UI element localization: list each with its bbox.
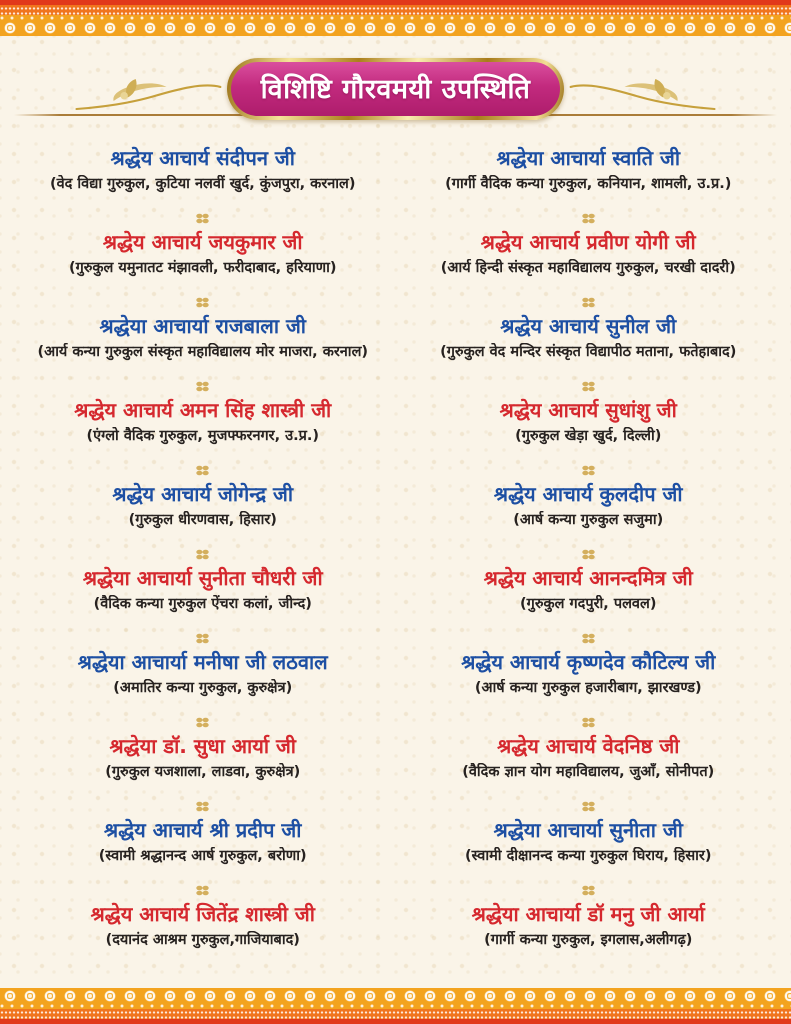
flower-separator-icon: [402, 380, 776, 393]
guest-name: श्रद्धेय आचार्य जयकुमार जी: [102, 230, 303, 254]
guest-name: श्रद्धेय आचार्य जितेंद्र शास्त्री जी: [90, 902, 315, 926]
guest-entry: [16, 900, 390, 984]
flower-separator-icon: [402, 548, 776, 561]
guest-list: [0, 128, 791, 988]
guest-institution: (वैदिक ज्ञान योग महाविद्यालय, जुआँ, सोनीपत): [462, 764, 715, 780]
guest-entry: [402, 144, 776, 228]
border-lace-pattern: [0, 15, 791, 36]
guest-institution: (गुरुकुल यमुनातट मंझावली, फरीदाबाद, हरियाणा): [68, 260, 337, 276]
top-border: [0, 0, 791, 36]
border-orange-dotted-strip: [0, 5, 791, 15]
guest-name: श्रद्धेय आचार्य सुधांशु जी: [499, 398, 677, 422]
guest-institution: (गुरुकुल वेद मन्दिर संस्कृत विद्यापीठ मताना, फतेहाबाद): [440, 344, 737, 360]
guest-name: श्रद्धेय आचार्य कृष्णदेव कौटिल्य जी: [461, 650, 716, 674]
guest-name: श्रद्धेया डॉ. सुधा आर्या जी: [109, 734, 296, 758]
flower-separator-icon: [402, 296, 776, 309]
flower-separator-icon: [402, 716, 776, 729]
guest-institution: (गुरुकुल खेड़ा खुर्द, दिल्ली): [515, 428, 662, 444]
guest-entry: [16, 564, 390, 648]
guest-name: श्रद्धेय आचार्य आनन्दमित्र जी: [483, 566, 693, 590]
guest-institution: (दयानंद आश्रम गुरुकुल,गाजियाबाद): [105, 932, 300, 948]
flower-separator-icon: [16, 884, 390, 897]
guest-institution: (आर्य कन्या गुरुकुल संस्कृत महाविद्यालय मोर माजरा, करनाल): [37, 344, 369, 360]
guest-institution: (गार्गी वैदिक कन्या गुरुकुल, कनियान, शामली, उ.प्र.): [445, 176, 732, 192]
guest-entry: [402, 564, 776, 648]
guest-name: श्रद्धेय आचार्य जोगेन्द्र जी: [112, 482, 294, 506]
guest-institution: (आर्य हिन्दी संस्कृत महाविद्यालय गुरुकुल, चरखी दादरी): [440, 260, 736, 276]
guest-institution: (गुरुकुल धीरणवास, हिसार): [128, 512, 277, 528]
flower-separator-icon: [16, 716, 390, 729]
guest-name: श्रद्धेया आचार्या डॉ मनु जी आर्या: [471, 902, 705, 926]
header: [0, 50, 791, 128]
guest-entry: [16, 228, 390, 312]
guest-entry: [402, 900, 776, 984]
flourish-left-icon: [73, 72, 223, 116]
guest-entry: [402, 732, 776, 816]
guest-name: श्रद्धेय आचार्य प्रवीण योगी जी: [480, 230, 696, 254]
guest-institution: (वैदिक कन्या गुरुकुल ऐंचरा कलां, जीन्द): [93, 596, 312, 612]
flower-separator-icon: [402, 632, 776, 645]
guest-entry: [16, 312, 390, 396]
title-badge: [227, 58, 565, 120]
guest-name: श्रद्धेया आचार्या सुनीता जी: [493, 818, 683, 842]
guest-institution: (स्वामी दीक्षानन्द कन्या गुरुकुल घिराय, हिसार): [465, 848, 712, 864]
guest-entry: [16, 648, 390, 732]
flower-separator-icon: [402, 212, 776, 225]
border-red-strip: [0, 1019, 791, 1024]
guest-institution: (वेद विद्या गुरुकुल, कुटिया नलवीं खुर्द, कुंजपुरा, करनाल): [49, 176, 356, 192]
guest-name: श्रद्धेय आचार्य सुनील जी: [500, 314, 677, 338]
border-lace-pattern: [0, 988, 791, 1009]
flower-separator-icon: [16, 380, 390, 393]
flower-separator-icon: [402, 800, 776, 813]
guest-institution: (गार्गी कन्या गुरुकुल, इगलास,अलीगढ़): [484, 932, 693, 948]
guest-entry: [402, 816, 776, 900]
flower-separator-icon: [402, 884, 776, 897]
guest-institution: (एंग्लो वैदिक गुरुकुल, मुजफ्फरनगर, उ.प्र.): [86, 428, 319, 444]
flower-separator-icon: [16, 212, 390, 225]
guest-name: श्रद्धेय आचार्य कुलदीप जी: [493, 482, 683, 506]
guest-name: श्रद्धेय आचार्य अमन सिंह शास्त्री जी: [74, 398, 332, 422]
guest-entry: [402, 312, 776, 396]
guest-name: श्रद्धेय आचार्य संदीपन जी: [110, 146, 295, 170]
guest-entry: [16, 144, 390, 228]
guest-name: श्रद्धेया आचार्या सुनीता चौधरी जी: [82, 566, 323, 590]
bottom-border: [0, 988, 791, 1024]
guest-institution: (गुरुकुल गदपुरी, पलवल): [520, 596, 657, 612]
flower-separator-icon: [16, 632, 390, 645]
flower-separator-icon: [402, 464, 776, 477]
guest-institution: (स्वामी श्रद्धानन्द आर्ष गुरुकुल, बरोणा): [98, 848, 307, 864]
guest-entry: [16, 480, 390, 564]
guest-name: श्रद्धेया आचार्या स्वाति जी: [496, 146, 681, 170]
guest-entry: [402, 480, 776, 564]
guest-institution: (आर्ष कन्या गुरुकुल हजारीबाग, झारखण्ड): [474, 680, 702, 696]
guest-name: श्रद्धेय आचार्य श्री प्रदीप जी: [104, 818, 302, 842]
guest-entry: [16, 732, 390, 816]
guest-column: [402, 144, 776, 988]
flower-separator-icon: [16, 464, 390, 477]
guest-entry: [402, 648, 776, 732]
border-orange-dotted-strip: [0, 1009, 791, 1019]
guest-name: श्रद्धेय आचार्य वेदनिष्ठ जी: [497, 734, 680, 758]
guest-entry: [16, 396, 390, 480]
guest-institution: (अमातिर कन्या गुरुकुल, कुरुक्षेत्र): [113, 680, 293, 696]
guest-name: श्रद्धेया आचार्या मनीषा जी लठवाल: [77, 650, 328, 674]
guest-entry: [16, 816, 390, 900]
flourish-right-icon: [568, 72, 718, 116]
guest-institution: (आर्ष कन्या गुरुकुल सजुमा): [513, 512, 664, 528]
guest-institution: (गुरुकुल यजशाला, लाडवा, कुरुक्षेत्र): [105, 764, 301, 780]
guest-entry: [402, 228, 776, 312]
page-title: विशिष्टि गौरवमयी उपस्थिति: [231, 62, 561, 116]
flower-separator-icon: [16, 296, 390, 309]
flower-separator-icon: [16, 548, 390, 561]
guest-column: [16, 144, 390, 988]
flower-separator-icon: [16, 800, 390, 813]
guest-entry: [402, 396, 776, 480]
guest-name: श्रद्धेया आचार्या राजबाला जी: [99, 314, 306, 338]
